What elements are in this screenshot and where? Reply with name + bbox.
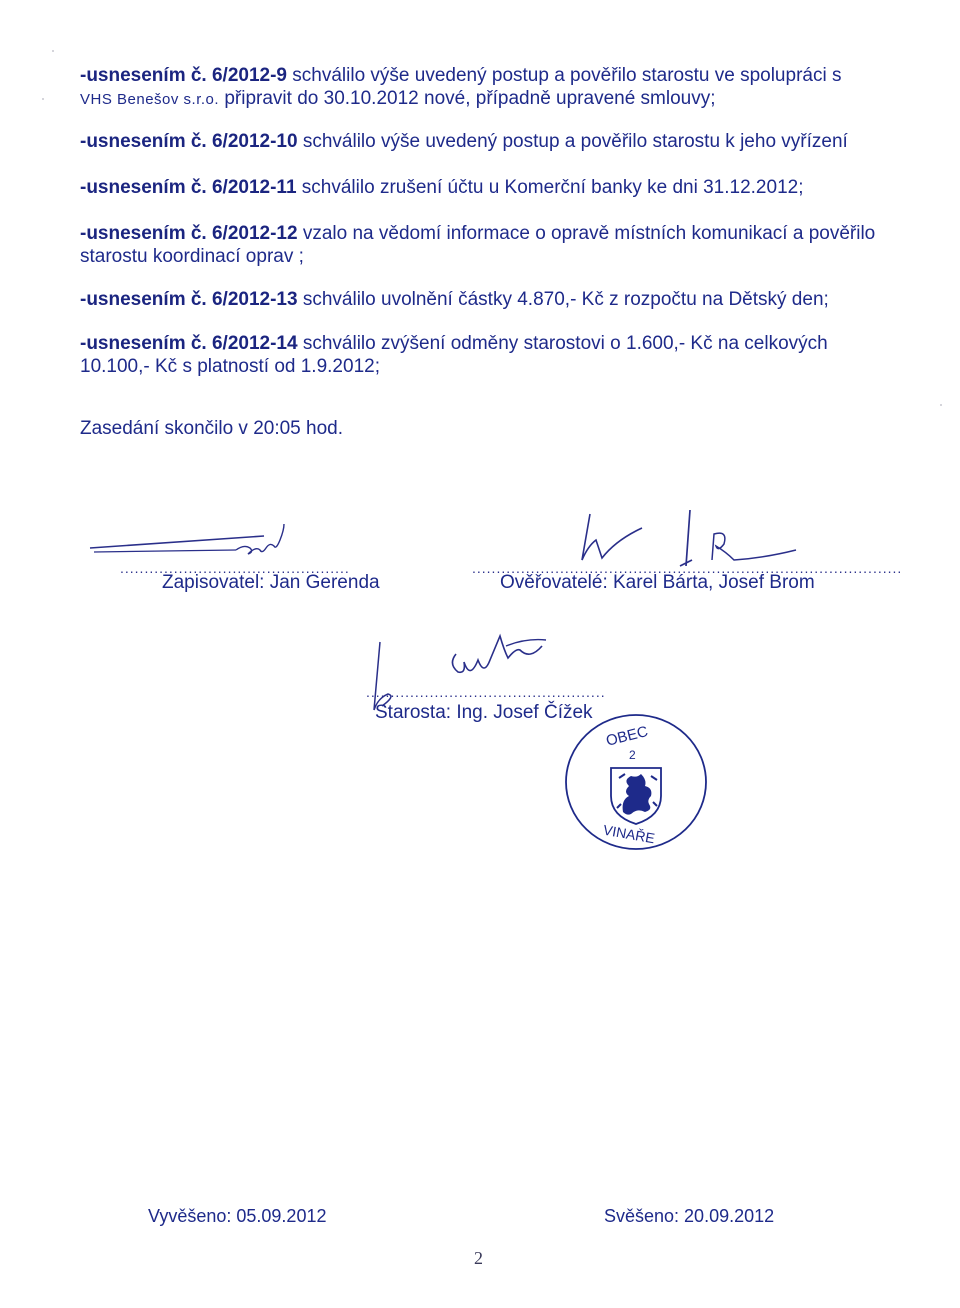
resolution-ref: -usnesením č. 6/2012-10	[80, 131, 298, 152]
recorder-signature	[86, 508, 286, 568]
mayor-label: Starosta: Ing. Josef Čížek	[375, 702, 593, 723]
municipal-stamp	[563, 712, 709, 852]
scan-speck	[52, 50, 54, 52]
verifiers-signature-line: ........................................................................................	[472, 560, 903, 576]
resolution-text: schválilo výše uvedený postup a pověřilo starostu k jeho vyřízení	[297, 131, 848, 152]
resolution-text: schválilo zvýšení odměny starostovi o 1.600,- Kč na celkových 10.100,- Kč s platností od 1.9.2012;	[80, 333, 828, 377]
mayor-signature-line: .................................................	[366, 684, 606, 700]
resolution-ref: -usnesením č. 6/2012-13	[80, 289, 298, 310]
removed-date: Svěšeno: 20.09.2012	[604, 1206, 775, 1226]
meeting-closing: Zasedání skončilo v 20:05 hod.	[80, 418, 344, 439]
resolution-11	[80, 176, 900, 199]
resolution-ref: -usnesením č. 6/2012-14	[80, 333, 298, 354]
resolution-ref: -usnesením č. 6/2012-11	[80, 177, 297, 198]
resolution-13	[80, 288, 900, 311]
resolution-ref: -usnesením č. 6/2012-12	[80, 223, 298, 244]
verifiers-label: Ověřovatelé: Karel Bárta, Josef Brom	[500, 572, 815, 593]
resolution-text: připravit do 30.10.2012 nové, případně upravené smlouvy;	[219, 88, 716, 109]
resolution-text: schválilo výše uvedený postup a pověřilo starostu ve spolupráci s	[287, 65, 842, 86]
scan-speck	[940, 404, 942, 406]
resolution-text: vzalo na vědomí informace o opravě místních komunikací a pověřilo starostu koordinací oprav ;	[80, 223, 876, 267]
recorder-label: Zapisovatel: Jan Gerenda	[162, 572, 380, 593]
stamp-number: 2	[629, 748, 636, 762]
lion-icon	[623, 774, 652, 815]
page-number: 2	[474, 1248, 483, 1268]
stamp-top-text: OBEC	[604, 722, 650, 750]
stamp-bottom-text: VINAŘE	[601, 821, 657, 847]
scan-speck	[42, 98, 44, 100]
resolution-text-caps: VHS Benešov s.r.o.	[80, 91, 220, 108]
resolution-10	[80, 130, 900, 153]
resolution-text: schválilo uvolnění částky 4.870,- Kč z rozpočtu na Dětský den;	[297, 289, 829, 310]
resolution-14	[80, 332, 850, 378]
resolution-text: schválilo zrušení účtu u Komerční banky ke dni 31.12.2012;	[296, 177, 804, 198]
resolution-9	[80, 64, 900, 111]
resolution-12	[80, 222, 895, 268]
resolution-ref: -usnesením č. 6/2012-9	[80, 65, 287, 86]
posted-date: Vyvěšeno: 05.09.2012	[148, 1206, 327, 1226]
recorder-signature-line: ...............................................	[120, 560, 350, 576]
